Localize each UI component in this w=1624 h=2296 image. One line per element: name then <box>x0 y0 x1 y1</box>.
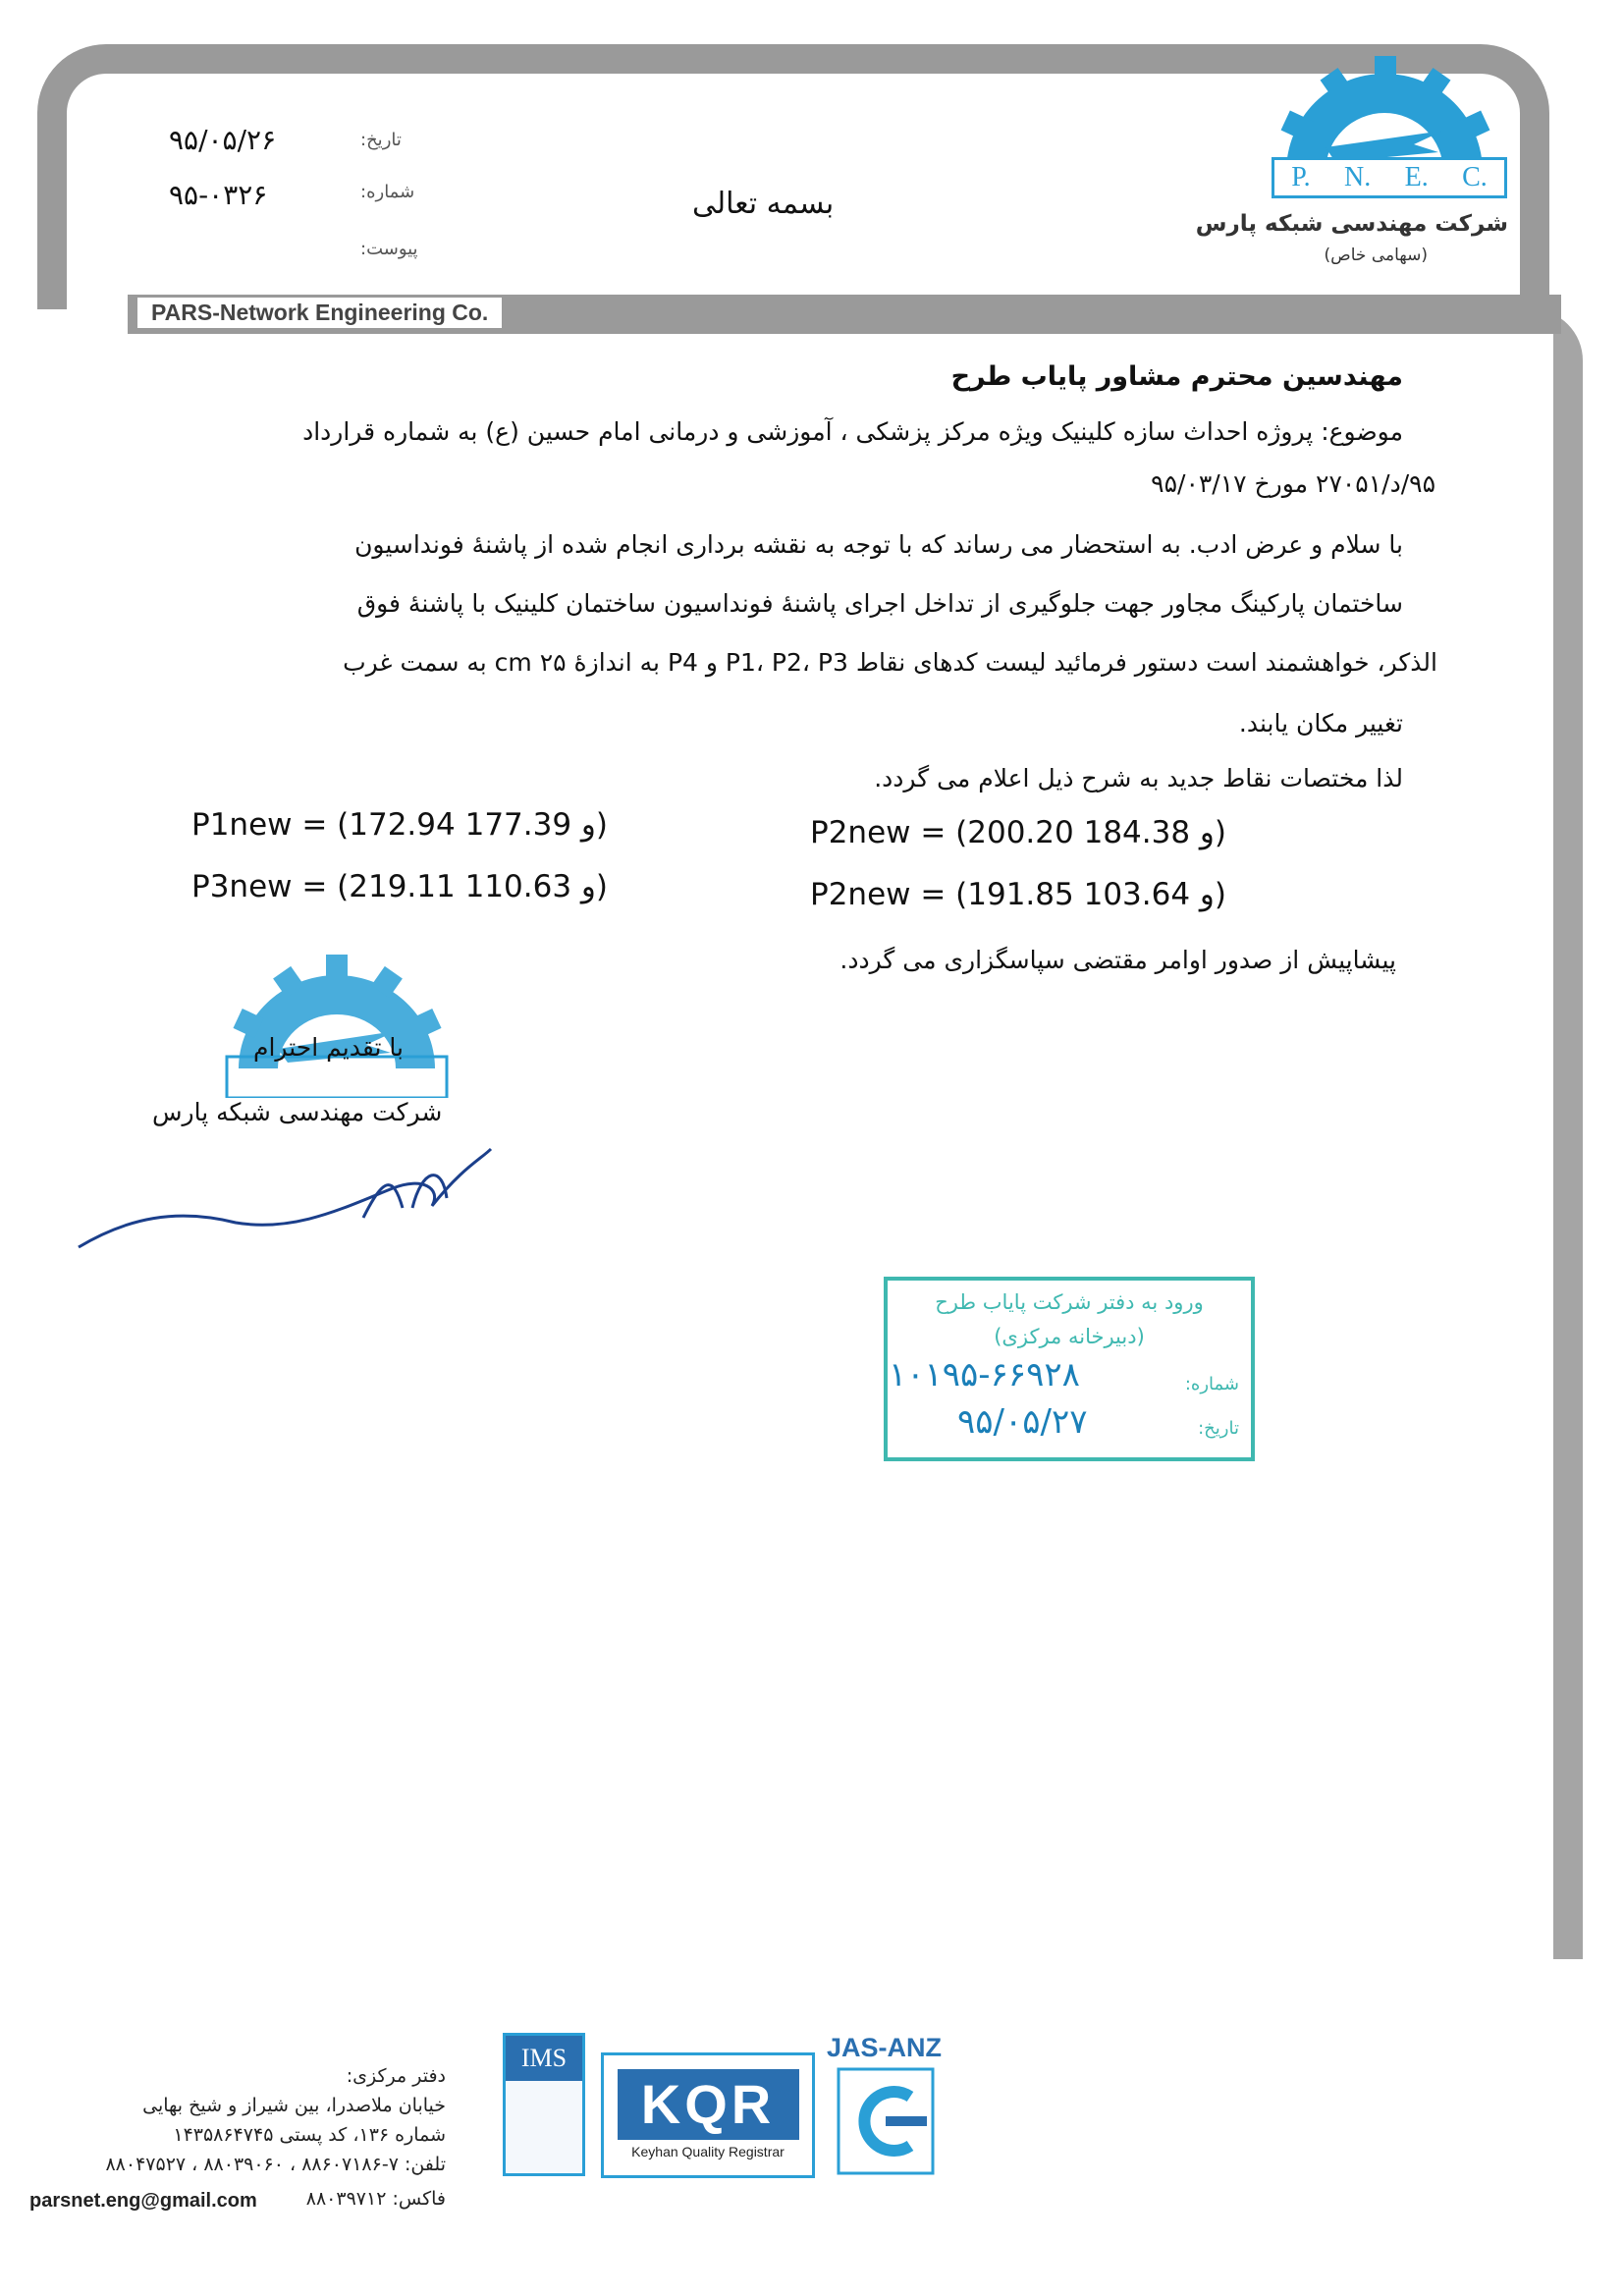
footer-phone: تلفن: ۷-۸۸۶۰۷۱۸۶ ، ۸۸۰۳۹۰۶۰ ، ۸۸۰۴۷۵۲۷ <box>105 2154 446 2175</box>
jas-anz-label: JAS-ANZ <box>827 2033 943 2062</box>
handwritten-signature <box>69 1129 501 1267</box>
company-name-en: PARS-Network Engineering Co. <box>137 298 502 328</box>
signature-regards: با تقدیم احترام <box>253 1033 404 1062</box>
date-value: ۹۵/۰۵/۲۶ <box>169 124 277 156</box>
signature-company: شرکت مهندسی شبکه پارس <box>152 1098 443 1126</box>
company-type-fa: (سهامی خاص) <box>1324 246 1428 265</box>
bismillah: بسمه تعالی <box>692 187 835 221</box>
body-line-3: الذکر، خواهشمند است دستور فرمائید لیست کدهای نقاط P1، P2، P3 و P4 به اندازهٔ ۲۵ cm به سمت غرب <box>343 648 1437 677</box>
coordinate-p3: P3new = (219.11 و 110.63) <box>191 869 609 904</box>
receipt-number-label: شماره: <box>1184 1374 1239 1394</box>
receipt-stamp-line-1: ورود به دفتر شرکت پایاب طرح <box>935 1290 1204 1314</box>
footer-address-1: خیابان ملاصدرا، بین شیراز و شیخ بهایی <box>142 2095 446 2116</box>
closing-line: پیشاپیش از صدور اوامر مقتضی سپاسگزاری می گردد. <box>839 946 1396 974</box>
coordinate-p2-first: P2new = (200.20 و 184.38) <box>810 815 1227 850</box>
footer-email: parsnet.eng@gmail.com <box>29 2190 257 2212</box>
body-line-2: ساختمان پارکینگ مجاور جهت جلوگیری از تداخل اجرای پاشنهٔ فونداسیون ساختمان کلینیک با پاشنهٔ فوق <box>356 589 1403 618</box>
footer-office-label: دفتر مرکزی: <box>346 2065 446 2087</box>
body-line-5: لذا مختصات نقاط جدید به شرح ذیل اعلام می گردد. <box>874 764 1403 793</box>
body-line-1: با سلام و عرض ادب. به استحضار می رساند که با توجه به نقشه برداری انجام شده از پاشنهٔ فونداسیون <box>354 530 1403 559</box>
subject-line-1: موضوع: پروژه احداث سازه کلینیک ویژه مرکز پزشکی ، آموزشی و درمانی امام حسین (ع) به شماره قرارداد <box>302 417 1403 446</box>
jas-anz-logo-icon <box>837 2067 935 2175</box>
company-name-fa: شرکت مهندسی شبکه پارس <box>1195 211 1508 237</box>
kqr-caption: Keyhan Quality Registrar <box>631 2144 785 2159</box>
company-logo-letters: P. N. E. C. <box>1272 157 1507 198</box>
kqr-label: KQR <box>618 2069 799 2140</box>
receipt-date-label: تاریخ: <box>1198 1418 1239 1439</box>
coordinate-p2-second: P2new = (191.85 و 103.64) <box>810 877 1227 912</box>
company-stamp-icon <box>224 951 450 1098</box>
recipient: مهندسین محترم مشاور پایاب طرح <box>950 361 1403 392</box>
body-line-4: تغییر مکان یابند. <box>1238 709 1403 738</box>
receipt-stamp-line-2: (دبیرخانه مرکزی) <box>994 1325 1145 1348</box>
number-value: ۹۵-۰۳۲۶ <box>169 179 268 211</box>
receipt-number-value: ۱۰۱۹۵-۶۶۹۲۸ <box>889 1355 1080 1394</box>
subject-line-2: ۹۵/د/۲۷۰۵۱ مورخ ۹۵/۰۳/۱۷ <box>1151 469 1435 498</box>
letterhead-frame-side <box>1532 309 1583 1959</box>
ims-label: IMS <box>506 2036 582 2081</box>
company-logo-icon <box>1267 54 1502 172</box>
ims-cert-logo <box>503 2033 585 2176</box>
date-label: تاریخ: <box>360 130 402 150</box>
kqr-cert-logo <box>601 2052 815 2178</box>
footer-address-2: شماره ۱۳۶، کد پستی ۱۴۳۵۸۶۴۷۴۵ <box>173 2124 446 2146</box>
attachment-label: پیوست: <box>360 239 418 259</box>
receipt-date-value: ۹۵/۰۵/۲۷ <box>957 1402 1088 1442</box>
coordinate-p1: P1new = (172.94 و 177.39) <box>191 807 609 843</box>
number-label: شماره: <box>360 182 415 202</box>
footer-fax: فاکس: ۸۸۰۳۹۷۱۲ <box>305 2188 446 2210</box>
